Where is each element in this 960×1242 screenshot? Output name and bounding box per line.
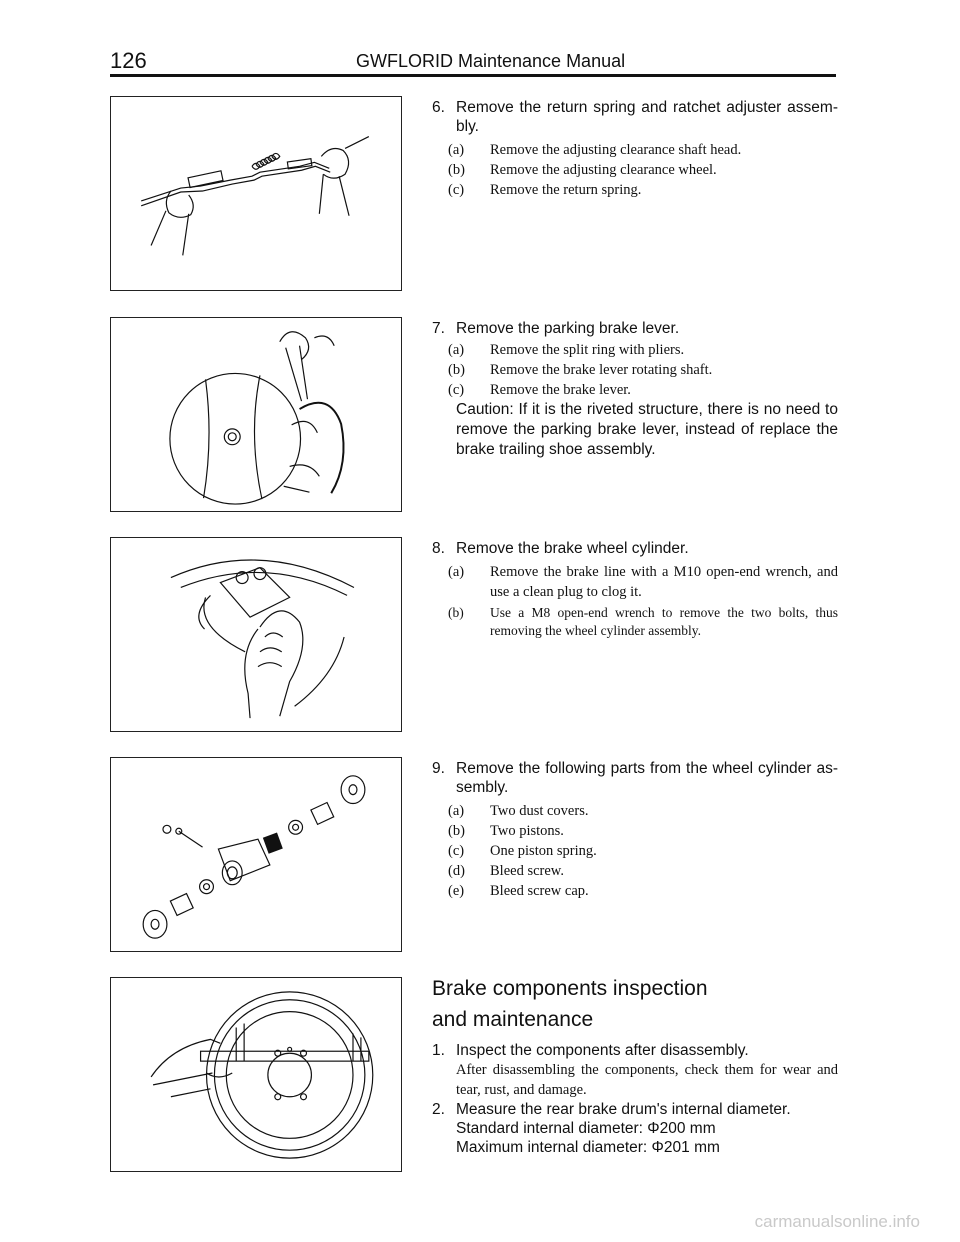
list-item: (c) One piston spring. [448,843,597,859]
section-9 [432,759,838,901]
list-item: (b) Remove the adjusting clearance wheel. [448,162,717,178]
step-8: 8. Remove the brake wheel cylinder. [432,540,689,557]
list-item: (a) Two dust covers. [448,803,589,819]
section-7 [432,319,838,460]
step-title: Remove the brake wheel cylinder. [456,540,689,557]
list-item: (b) Use a M8 open-end wrench to remove the two bolts, thus removing the wheel cylinder assembly. [448,605,838,638]
figure-parking-brake-lever [110,317,402,512]
step-6 [432,98,838,136]
list-item: (b) Two pistons. [448,823,564,839]
section-6 [432,98,838,200]
list-item: (a) Remove the adjusting clearance shaft head. [448,142,742,158]
list-item: (d) Bleed screw. [448,863,564,879]
step-title: Inspect the components after disassembly. [456,1042,749,1059]
step-number: 6. [432,99,445,116]
figure-return-spring [110,96,402,291]
section-heading-line2: and maintenance [432,1008,594,1031]
step-title: Measure the rear brake drum's internal diameter. [456,1101,791,1118]
caution-note: Caution: If it is the riveted structure, there is no need to remove the parking brake lever, instead of replace the brake trailing shoe assembly. [456,401,838,458]
section-heading-line1: Brake components inspection [432,977,708,1000]
figure-cylinder-parts [110,757,402,952]
manual-title: GWFLORID Maintenance Manual [356,51,626,71]
step-title: Remove the return spring and ratchet adjuster assem-bly. [456,99,838,135]
step-9: 9. Remove the following parts from the wheel cylinder as-sembly. [432,760,838,796]
list-item: (c) Remove the brake lever. [448,382,631,398]
list-item: (b) Remove the brake lever rotating shaft. [448,362,713,378]
page-number: 126 [110,48,147,73]
standard-diameter: Standard internal diameter: Φ200 mm [456,1120,716,1137]
figure-wheel-cylinder [110,537,402,732]
list-item: (c) Remove the return spring. [448,182,642,198]
watermark: carmanualsonline.info [754,1212,920,1231]
figure-brake-drum [110,977,402,1172]
list-item: (e) Bleed screw cap. [448,883,589,899]
step-title: Remove the parking brake lever. [456,320,680,337]
inspection-step-2: 2. Measure the rear brake drum's internal diameter. [432,1101,791,1118]
list-item: (a) Remove the split ring with pliers. [448,342,685,358]
maximum-diameter: Maximum internal diameter: Φ201 mm [456,1139,720,1156]
inspection-section [432,973,838,1157]
step-7: 7. Remove the parking brake lever. [432,320,680,337]
inspection-note: After disassembling the components, check them for wear and tear, rust, and damage. [456,1062,838,1098]
page-header [110,48,836,77]
step-title: Remove the following parts from the wheel cylinder as-sembly. [456,760,838,796]
section-8 [432,539,838,640]
inspection-step-1: 1. Inspect the components after disassembly. [432,1042,749,1059]
list-item: (a) Remove the brake line with a M10 open-end wrench, and use a clean plug to clog it. [448,564,838,600]
